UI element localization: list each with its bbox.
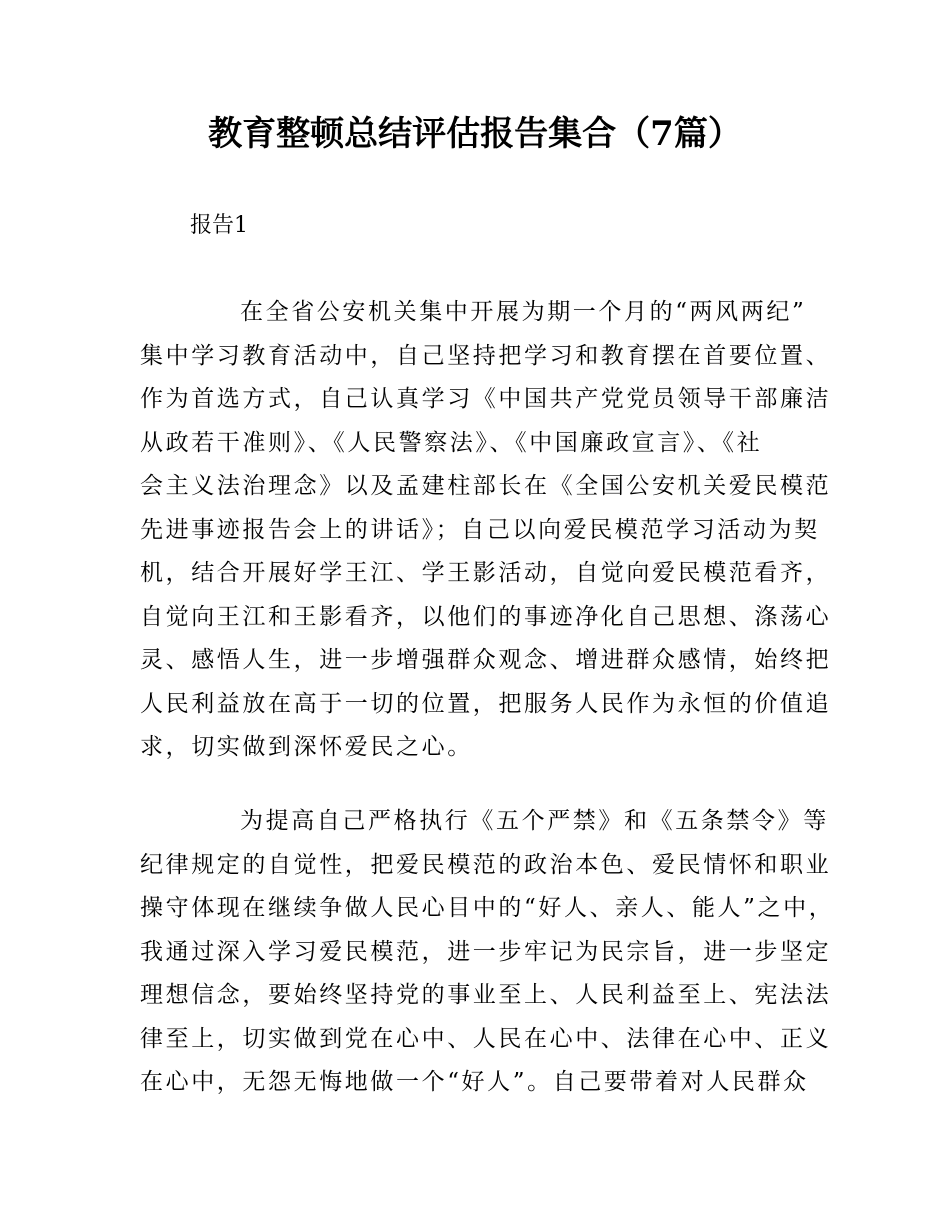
paragraph-line: 集中学习教育活动中，自己坚持把学习和教育摆在首要位置、	[140, 342, 832, 369]
paragraph-line: 人民利益放在高于一切的位置，把服务人民作为永恒的价值追	[140, 690, 832, 717]
paragraph-2	[140, 800, 835, 1105]
paragraph-line: 在全省公安机关集中开展为期一个月的“两风两纪”	[240, 299, 807, 325]
paragraph-line: 律至上，切实做到党在心中、人民在心中、法律在心中、正义	[140, 1025, 832, 1052]
paragraph-line: 为提高自己严格执行《五个严禁》和《五条禁令》等	[240, 808, 829, 834]
paragraph-line: 机，结合开展好学王江、学王影活动，自觉向爱民模范看齐，	[140, 560, 832, 586]
paragraph-line: 作为首选方式，自己认真学习《中国共产党党员领导干部廉洁	[140, 386, 832, 412]
document-title: 教育整顿总结评估报告集合（7篇）	[208, 114, 742, 154]
paragraph-line: 理想信念，要始终坚持党的事业至上、人民利益至上、宪法法	[140, 982, 832, 1008]
section-label: 报告1	[190, 213, 248, 238]
paragraph-1	[140, 291, 832, 770]
paragraph-line: 自觉向王江和王影看齐，以他们的事迹净化自己思想、涤荡心	[140, 603, 832, 630]
paragraph-line: 求，切实做到深怀爱民之心。	[140, 734, 473, 760]
paragraph-line: 在心中，无怨无悔地做一个“好人”。自己要带着对人民群众	[140, 1069, 809, 1095]
paragraph-line: 会主义法治理念》以及孟建柱部长在《全国公安机关爱民模范	[140, 473, 832, 499]
paragraph-line: 操守体现在继续争做人民心目中的“好人、亲人、能人”之中，	[140, 895, 835, 921]
paragraph-line: 纪律规定的自觉性，把爱民模范的政治本色、爱民情怀和职业	[140, 851, 832, 878]
paragraph-line: 从政若干准则》、《人民警察法》、《中国廉政宣言》、《社	[140, 429, 763, 456]
paragraph-line: 我通过深入学习爱民模范，进一步牢记为民宗旨，进一步坚定	[140, 938, 832, 965]
paragraph-line: 先进事迹报告会上的讲话》；自己以向爱民模范学习活动为契	[140, 516, 820, 543]
paragraph-line: 灵、感悟人生，进一步增强群众观念、增进群众感情，始终把	[140, 647, 832, 673]
